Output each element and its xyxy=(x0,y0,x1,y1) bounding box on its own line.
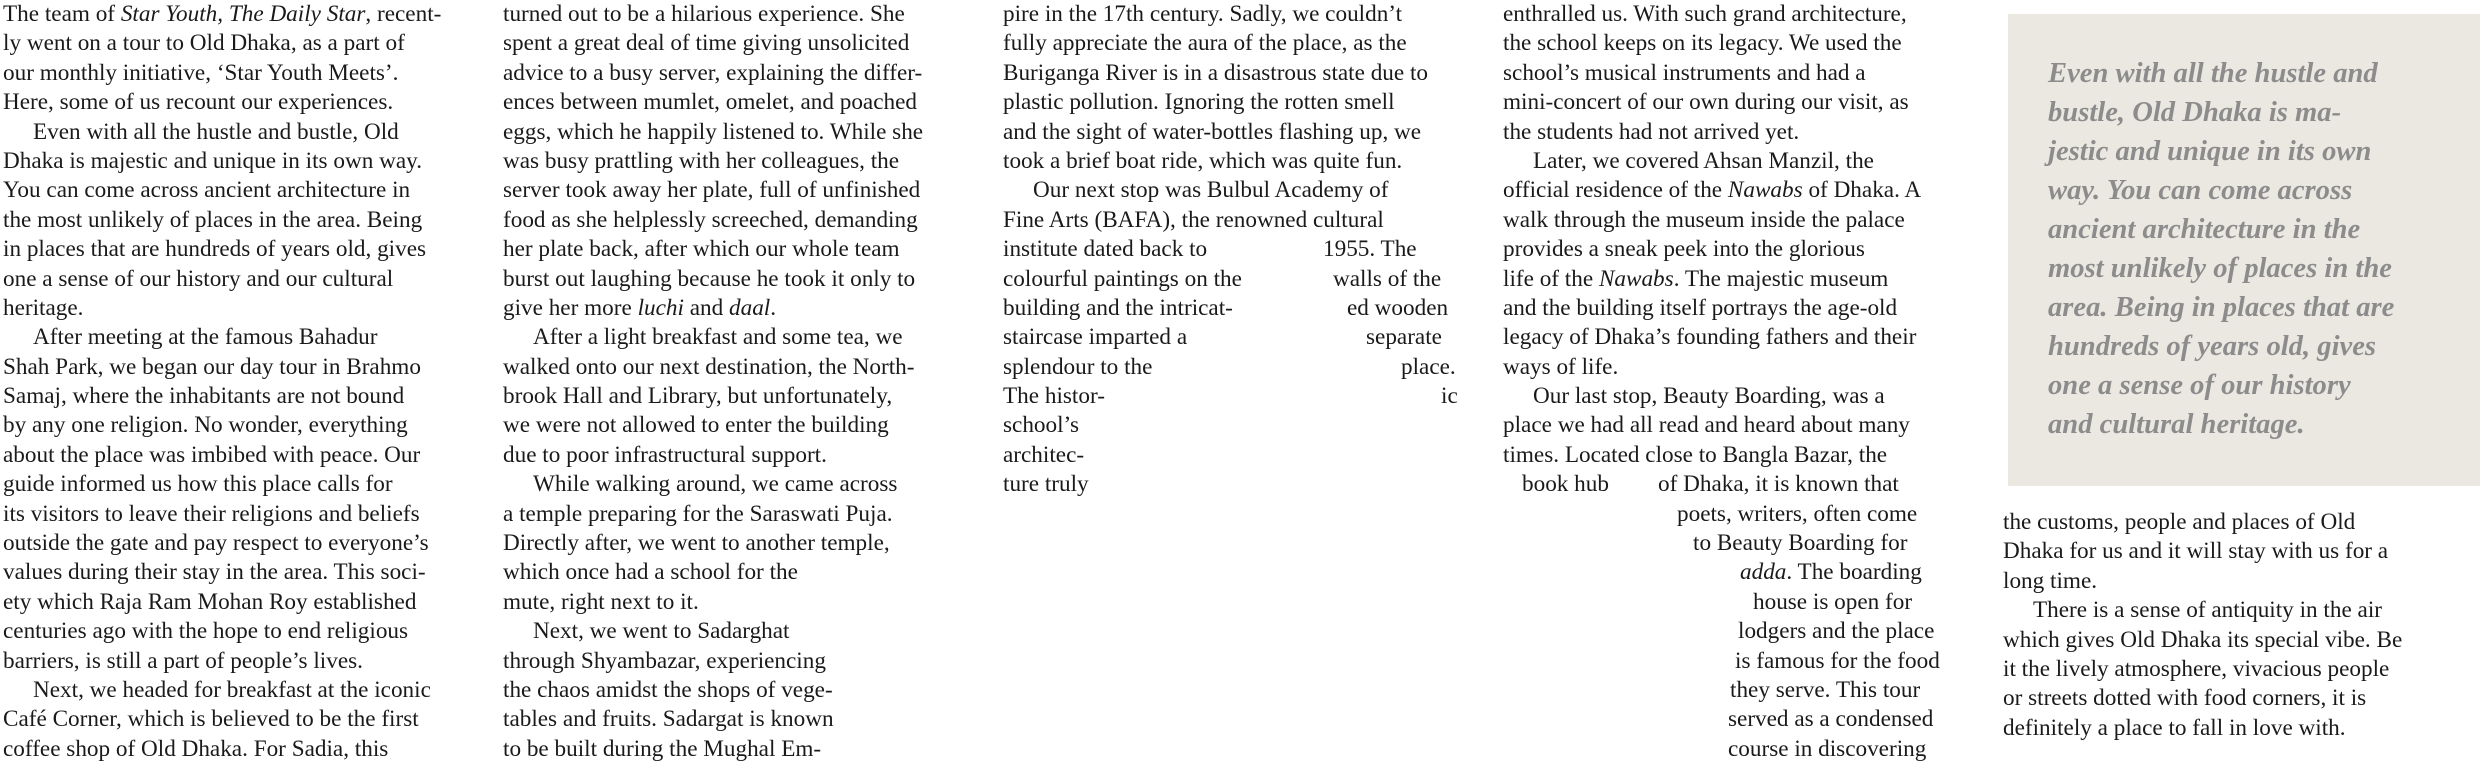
text-line: ly went on a tour to Old Dhaka, as a part of xyxy=(3,30,405,57)
text-line: the students had not arrived yet. xyxy=(1503,118,1800,145)
text-line: which once had a school for the xyxy=(503,559,798,586)
text-line: by any one religion. No wonder, everything xyxy=(3,412,408,439)
text-line: one a sense of our history and our cultural xyxy=(3,265,394,292)
text-line: Directly after, we went to another temple, xyxy=(503,530,890,557)
pull-quote-line: Even with all the hustle and xyxy=(2048,58,2378,89)
text-line: in places that are hundreds of years old, gives xyxy=(3,236,427,263)
text-line: and the building itself portrays the age-old xyxy=(1503,294,1898,321)
text-line: our monthly initiative, ‘Star Youth Meets’. xyxy=(3,59,399,86)
text-line: Here, some of us recount our experiences. xyxy=(3,89,394,116)
text-line: You can come across ancient architecture in xyxy=(3,177,411,204)
text-line: mute, right next to it. xyxy=(503,588,699,615)
text-line: her plate back, after which our whole team xyxy=(503,236,900,263)
text-line: to be built during the Mughal Em- xyxy=(503,735,822,762)
article-column-3 xyxy=(1003,0,1473,500)
text-fragment: they serve. This tour xyxy=(1730,676,1921,703)
text-line: turned out to be a hilarious experience. She xyxy=(503,1,905,27)
text-line: ways of life. xyxy=(1503,353,1619,380)
text-line: life of the Nawabs. The majestic museum xyxy=(1503,265,1889,292)
text-line: Dhaka for us and it will stay with us for a xyxy=(2003,538,2389,565)
text-fragment: book hub xyxy=(1522,471,1609,498)
text-line: heritage. xyxy=(3,294,84,321)
text-fragment: 1955. The xyxy=(1323,236,1417,263)
text-line: Café Corner, which is believed to be the first xyxy=(3,706,419,733)
text-fragment: of Dhaka, it is known that xyxy=(1658,471,1899,498)
text-line: brook Hall and Library, but unfortunately, xyxy=(503,383,893,410)
text-fragment: place. xyxy=(1401,353,1456,380)
text-line: the most unlikely of places in the area. Being xyxy=(3,206,423,233)
text-line: The team of Star Youth, The Daily Star, recent- xyxy=(3,1,442,27)
text-line: tables and fruits. Sadargat is known xyxy=(503,706,834,733)
pull-quote-line: one a sense of our history xyxy=(2048,370,2351,401)
text-line: times. Located close to Bangla Bazar, the xyxy=(1503,441,1888,468)
text-fragment: separate xyxy=(1366,324,1442,351)
text-line: give her more luchi and daal. xyxy=(503,294,777,321)
text-line: due to poor infrastructural support. xyxy=(503,441,827,468)
text-line: was busy prattling with her colleagues, the xyxy=(503,147,900,174)
text-line: walked onto our next destination, the North- xyxy=(503,353,915,380)
text-fragment: poets, writers, often come xyxy=(1677,500,1918,527)
pull-quote-line: hundreds of years old, gives xyxy=(2048,331,2377,362)
text-fragment: is famous for the food xyxy=(1735,647,1940,674)
text-line xyxy=(1503,647,1973,676)
text-line: Next, we headed for breakfast at the iconic xyxy=(33,676,431,703)
text-line: advice to a busy server, explaining the differ- xyxy=(503,59,923,86)
text-fragment: lodgers and the place xyxy=(1738,618,1935,645)
text-fragment: house is open for xyxy=(1753,588,1913,615)
text-line: Next, we went to Sadarghat xyxy=(533,618,790,645)
text-line: architec- xyxy=(1003,441,1085,468)
text-line: Even with all the hustle and bustle, Old xyxy=(33,118,399,145)
text-line: plastic pollution. Ignoring the rotten smell xyxy=(1003,89,1395,116)
text-fragment: colourful paintings on the xyxy=(1003,265,1242,292)
text-line: enthralled us. With such grand architecture, xyxy=(1503,1,1907,27)
text-line-split xyxy=(1503,470,1973,499)
text-line-split xyxy=(1003,294,1473,323)
text-line-split xyxy=(1003,265,1473,294)
text-fragment: to Beauty Boarding for xyxy=(1693,530,1908,557)
pull-quote-line: area. Being in places that are xyxy=(2048,292,2395,323)
text-line: ences between mumlet, omelet, and poached xyxy=(503,89,917,116)
text-line-split xyxy=(1003,323,1473,352)
text-line: guide informed us how this place calls for xyxy=(3,471,393,498)
text-line: and the sight of water-bottles flashing up, we xyxy=(1003,118,1422,145)
pull-quote-line: way. You can come across xyxy=(2048,175,2353,206)
text-line: walk through the museum inside the palace xyxy=(1503,206,1905,233)
text-line: food as she helplessly screeched, demanding xyxy=(503,206,918,233)
text-line: values during their stay in the area. This soci- xyxy=(3,559,426,586)
text-line: coffee shop of Old Dhaka. For Sadia, this xyxy=(3,735,389,762)
text-fragment: walls of the xyxy=(1333,265,1442,292)
text-line-split xyxy=(1003,235,1473,264)
text-line: provides a sneak peek into the glorious xyxy=(1503,236,1865,263)
text-line: which gives Old Dhaka its special vibe. Be xyxy=(2003,626,2403,653)
text-line-split xyxy=(1003,382,1473,411)
text-line: pire in the 17th century. Sadly, we couldn’t xyxy=(1003,1,1403,27)
text-line: server took away her plate, full of unfinished xyxy=(503,177,921,204)
text-line: a temple preparing for the Saraswati Puja. xyxy=(503,500,893,527)
text-line: Buriganga River is in a disastrous state due to xyxy=(1003,59,1429,86)
text-line: spent a great deal of time giving unsolicited xyxy=(503,30,910,57)
text-fragment: building and the intricat- xyxy=(1003,294,1233,321)
text-fragment: splendour to the xyxy=(1003,353,1153,380)
text-line: Shah Park, we began our day tour in Brahmo xyxy=(3,353,421,380)
text-line: centuries ago with the hope to end religious xyxy=(3,618,409,645)
text-line xyxy=(1503,617,1973,646)
text-line: Samaj, where the inhabitants are not bound xyxy=(3,383,405,410)
text-line: burst out laughing because he took it only to xyxy=(503,265,916,292)
pull-quote-line: ancient architecture in the xyxy=(2048,214,2361,245)
text-line: school’s musical instruments and had a xyxy=(1503,59,1866,86)
text-line: the chaos amidst the shops of vege- xyxy=(503,676,833,703)
text-line: the school keeps on its legacy. We used the xyxy=(1503,30,1902,57)
text-line: fully appreciate the aura of the place, as the xyxy=(1003,30,1407,57)
text-line: ture truly xyxy=(1003,471,1089,498)
text-line: After a light breakfast and some tea, we xyxy=(533,324,903,351)
text-line: After meeting at the famous Bahadur xyxy=(33,324,378,351)
text-line xyxy=(1503,735,1973,764)
text-line: official residence of the Nawabs of Dhaka. A xyxy=(1503,177,1922,204)
text-line: it the lively atmosphere, vivacious people xyxy=(2003,655,2390,682)
text-fragment: staircase imparted a xyxy=(1003,324,1188,351)
text-line: outside the gate and pay respect to everyone’s xyxy=(3,530,429,557)
text-line: barriers, is still a part of people’s lives. xyxy=(3,647,363,674)
text-line xyxy=(1503,500,1973,529)
text-fragment: ic xyxy=(1441,383,1458,410)
text-line: Fine Arts (BAFA), the renowned cultural xyxy=(1003,206,1384,233)
text-line: we were not allowed to enter the building xyxy=(503,412,889,439)
text-line: the customs, people and places of Old xyxy=(2003,509,2356,535)
text-line: While walking around, we came across xyxy=(533,471,898,498)
text-line: eggs, which he happily listened to. While she xyxy=(503,118,924,145)
text-line: through Shyambazar, experiencing xyxy=(503,647,826,674)
text-line xyxy=(1503,588,1973,617)
text-fragment: The histor- xyxy=(1003,383,1105,410)
text-line: definitely a place to fall in love with. xyxy=(2003,714,2346,741)
text-line: There is a sense of antiquity in the air xyxy=(2033,597,2382,624)
text-fragment: course in discovering xyxy=(1728,735,1927,762)
text-line: about the place was imbibed with peace. Our xyxy=(3,441,421,468)
text-line: or streets dotted with food corners, it is xyxy=(2003,685,2367,712)
text-line: school’s xyxy=(1003,412,1080,439)
text-line: took a brief boat ride, which was quite fun. xyxy=(1003,147,1403,174)
text-line: mini-concert of our own during our visit, as xyxy=(1503,89,1909,116)
text-line-split xyxy=(1003,353,1473,382)
text-fragment: ed wooden xyxy=(1347,294,1449,321)
pull-quote-line: jestic and unique in its own xyxy=(2048,136,2372,167)
text-line xyxy=(1503,558,1973,587)
text-line xyxy=(1503,529,1973,558)
pull-quote-line: bustle, Old Dhaka is ma- xyxy=(2048,97,2342,128)
text-line: its visitors to leave their religions and beliefs xyxy=(3,500,420,527)
text-line: legacy of Dhaka’s founding fathers and their xyxy=(1503,324,1917,351)
text-line xyxy=(1503,676,1973,705)
text-line: Our next stop was Bulbul Academy of xyxy=(1033,177,1389,204)
article-column-1 xyxy=(3,0,473,764)
text-line: place we had all read and heard about many xyxy=(1503,412,1910,439)
text-line xyxy=(1503,705,1973,734)
article-column-4 xyxy=(1503,0,1973,764)
article-column-5 xyxy=(2003,508,2473,743)
text-fragment: adda. The boarding xyxy=(1740,559,1922,586)
text-line: Dhaka is majestic and unique in its own way. xyxy=(3,147,423,174)
text-line: ety which Raja Ram Mohan Roy established xyxy=(3,588,417,615)
text-line: Later, we covered Ahsan Manzil, the xyxy=(1533,147,1874,174)
text-fragment: served as a condensed xyxy=(1728,706,1934,733)
text-line: long time. xyxy=(2003,567,2098,594)
pull-quote xyxy=(2008,14,2480,486)
pull-quote-line: most unlikely of places in the xyxy=(2048,253,2392,284)
text-fragment: institute dated back to xyxy=(1003,236,1208,263)
article-column-2 xyxy=(503,0,973,764)
pull-quote-line: and cultural heritage. xyxy=(2048,409,2305,440)
text-line: Our last stop, Beauty Boarding, was a xyxy=(1533,383,1885,410)
